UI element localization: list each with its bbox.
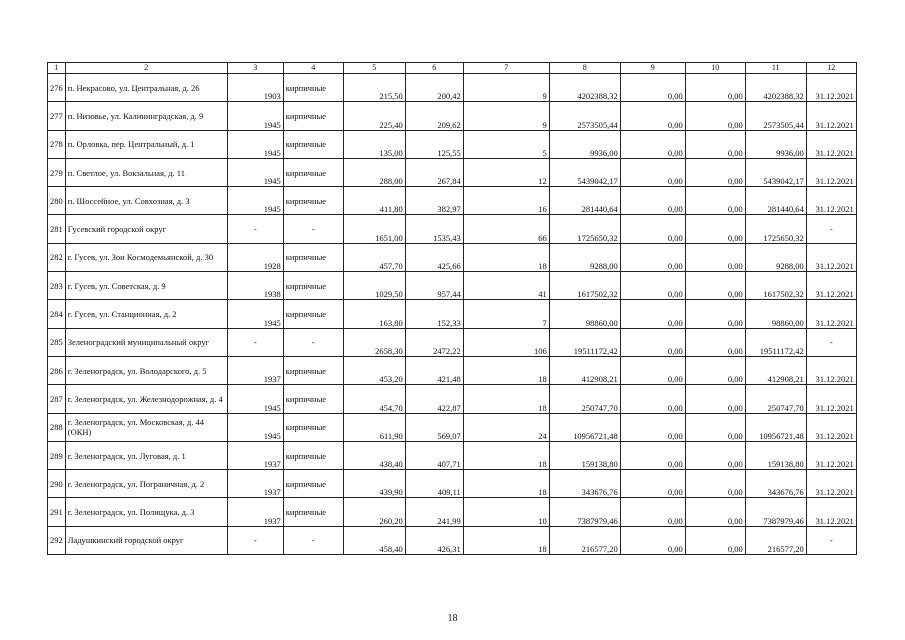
cost-federal-cell: 0,00 bbox=[620, 413, 685, 441]
year-cell: 1937 bbox=[227, 470, 283, 498]
row-number: 283 bbox=[48, 272, 66, 300]
housing-table bbox=[47, 62, 857, 555]
cost-total-cell: 250747,70 bbox=[549, 385, 620, 413]
cost-regional-cell: 0,00 bbox=[685, 470, 745, 498]
cost-federal-cell: 0,00 bbox=[620, 498, 685, 526]
cost-total-cell: 1617502,32 bbox=[549, 272, 620, 300]
column-header: 7 bbox=[463, 63, 549, 74]
area-total-cell: 411,80 bbox=[343, 187, 405, 215]
cost-regional-cell: 0,00 bbox=[685, 158, 745, 186]
deadline-cell: 31.12.2021 bbox=[806, 74, 856, 102]
area-living-cell: 957,44 bbox=[405, 272, 463, 300]
address-cell: г. Зеленоградск, ул. Пограничная, д. 2 bbox=[65, 470, 227, 498]
deadline-cell: 31.12.2021 bbox=[806, 272, 856, 300]
column-header: 11 bbox=[745, 63, 806, 74]
year-cell: 1945 bbox=[227, 385, 283, 413]
address-cell: п. Некрасово, ул. Центральная, д. 26 bbox=[65, 74, 227, 102]
cost-regional-cell: 0,00 bbox=[685, 356, 745, 384]
address-cell: п. Орловка, пер. Центральный, д. 1 bbox=[65, 130, 227, 158]
cost-federal-cell: 0,00 bbox=[620, 158, 685, 186]
table-row bbox=[48, 300, 857, 328]
material-cell: кирпичные bbox=[283, 413, 343, 441]
year-cell: 1945 bbox=[227, 102, 283, 130]
table-row bbox=[48, 413, 857, 441]
deadline-cell: 31.12.2021 bbox=[806, 441, 856, 469]
area-living-cell: 425,66 bbox=[405, 243, 463, 271]
area-total-cell: 288,00 bbox=[343, 158, 405, 186]
area-total-cell: 2658,30 bbox=[343, 328, 405, 356]
cost-regional-cell: 0,00 bbox=[685, 441, 745, 469]
cost-total-cell: 19511172,42 bbox=[549, 328, 620, 356]
material-cell: кирпичные bbox=[283, 498, 343, 526]
cost-local-cell: 343676,76 bbox=[745, 470, 806, 498]
cost-total-cell: 281440,64 bbox=[549, 187, 620, 215]
cost-total-cell: 159138,80 bbox=[549, 441, 620, 469]
residents-cell: 9 bbox=[463, 102, 549, 130]
area-living-cell: 2472,22 bbox=[405, 328, 463, 356]
column-header: 1 bbox=[48, 63, 66, 74]
cost-federal-cell: 0,00 bbox=[620, 187, 685, 215]
table-row bbox=[48, 272, 857, 300]
residents-cell: 12 bbox=[463, 158, 549, 186]
page-number: 18 bbox=[447, 613, 458, 624]
cost-total-cell: 5439042,17 bbox=[549, 158, 620, 186]
cost-federal-cell: 0,00 bbox=[620, 300, 685, 328]
row-number: 292 bbox=[48, 526, 66, 554]
year-cell: 1937 bbox=[227, 356, 283, 384]
cost-regional-cell: 0,00 bbox=[685, 187, 745, 215]
deadline-cell: 31.12.2021 bbox=[806, 187, 856, 215]
deadline-cell: 31.12.2021 bbox=[806, 413, 856, 441]
area-living-cell: 569,07 bbox=[405, 413, 463, 441]
column-header: 8 bbox=[549, 63, 620, 74]
residents-cell: 9 bbox=[463, 74, 549, 102]
table-row bbox=[48, 102, 857, 130]
cost-local-cell: 9936,00 bbox=[745, 130, 806, 158]
year-cell: 1945 bbox=[227, 158, 283, 186]
address-cell: г. Зеленоградск, ул. Железнодорожная, д. 4 bbox=[65, 385, 227, 413]
area-total-cell: 260,20 bbox=[343, 498, 405, 526]
year-cell: 1928 bbox=[227, 243, 283, 271]
deadline-cell: - bbox=[806, 215, 856, 243]
table-row bbox=[48, 470, 857, 498]
residents-cell: 24 bbox=[463, 413, 549, 441]
cost-regional-cell: 0,00 bbox=[685, 328, 745, 356]
table-row bbox=[48, 187, 857, 215]
address-cell: г. Зеленоградск, ул. Луговая, д. 1 bbox=[65, 441, 227, 469]
row-number: 278 bbox=[48, 130, 66, 158]
material-cell: кирпичные bbox=[283, 470, 343, 498]
column-header: 3 bbox=[227, 63, 283, 74]
cost-local-cell: 281440,64 bbox=[745, 187, 806, 215]
material-cell: кирпичные bbox=[283, 187, 343, 215]
address-cell: г. Зеленоградск, ул. Московская, д. 44 (ОКН) bbox=[65, 413, 227, 441]
residents-cell: 18 bbox=[463, 470, 549, 498]
row-number: 284 bbox=[48, 300, 66, 328]
area-living-cell: 426,31 bbox=[405, 526, 463, 554]
material-cell: кирпичные bbox=[283, 243, 343, 271]
cost-federal-cell: 0,00 bbox=[620, 74, 685, 102]
area-living-cell: 382,97 bbox=[405, 187, 463, 215]
address-cell: п. Шоссейное, ул. Совхозная, д. 3 bbox=[65, 187, 227, 215]
material-cell: кирпичные bbox=[283, 272, 343, 300]
area-total-cell: 454,70 bbox=[343, 385, 405, 413]
deadline-cell: 31.12.2021 bbox=[806, 498, 856, 526]
address-cell: Ладушкинский городской округ bbox=[65, 526, 227, 554]
material-cell: кирпичные bbox=[283, 441, 343, 469]
cost-local-cell: 1617502,32 bbox=[745, 272, 806, 300]
deadline-cell: 31.12.2021 bbox=[806, 300, 856, 328]
cost-regional-cell: 0,00 bbox=[685, 272, 745, 300]
cost-local-cell: 5439042,17 bbox=[745, 158, 806, 186]
address-cell: Гусевский городской округ bbox=[65, 215, 227, 243]
column-header: 5 bbox=[343, 63, 405, 74]
material-cell: кирпичные bbox=[283, 158, 343, 186]
row-number: 288 bbox=[48, 413, 66, 441]
cost-local-cell: 7387979,46 bbox=[745, 498, 806, 526]
column-header: 10 bbox=[685, 63, 745, 74]
residents-cell: 106 bbox=[463, 328, 549, 356]
area-living-cell: 267,84 bbox=[405, 158, 463, 186]
address-cell: п. Светлое, ул. Вокзальная, д. 11 bbox=[65, 158, 227, 186]
cost-regional-cell: 0,00 bbox=[685, 130, 745, 158]
year-cell: 1937 bbox=[227, 498, 283, 526]
deadline-cell: - bbox=[806, 328, 856, 356]
area-living-cell: 409,11 bbox=[405, 470, 463, 498]
cost-local-cell: 1725650,32 bbox=[745, 215, 806, 243]
table-row-total bbox=[48, 328, 857, 356]
cost-total-cell: 1725650,32 bbox=[549, 215, 620, 243]
deadline-cell: 31.12.2021 bbox=[806, 158, 856, 186]
cost-regional-cell: 0,00 bbox=[685, 526, 745, 554]
table-row-total bbox=[48, 215, 857, 243]
area-total-cell: 438,40 bbox=[343, 441, 405, 469]
table-row bbox=[48, 243, 857, 271]
column-header: 12 bbox=[806, 63, 856, 74]
table-row bbox=[48, 158, 857, 186]
cost-total-cell: 98860,00 bbox=[549, 300, 620, 328]
column-header: 2 bbox=[65, 63, 227, 74]
cost-local-cell: 9288,00 bbox=[745, 243, 806, 271]
cost-local-cell: 4202388,32 bbox=[745, 74, 806, 102]
area-total-cell: 611,90 bbox=[343, 413, 405, 441]
area-living-cell: 421,48 bbox=[405, 356, 463, 384]
cost-total-cell: 9288,00 bbox=[549, 243, 620, 271]
address-cell: г. Зеленоградск, ул. Володарского, д. 5 bbox=[65, 356, 227, 384]
area-living-cell: 407,71 bbox=[405, 441, 463, 469]
deadline-cell: 31.12.2021 bbox=[806, 102, 856, 130]
cost-regional-cell: 0,00 bbox=[685, 413, 745, 441]
deadline-cell: 31.12.2021 bbox=[806, 356, 856, 384]
residents-cell: 41 bbox=[463, 272, 549, 300]
deadline-cell: 31.12.2021 bbox=[806, 243, 856, 271]
year-cell: 1937 bbox=[227, 441, 283, 469]
residents-cell: 5 bbox=[463, 130, 549, 158]
cost-regional-cell: 0,00 bbox=[685, 385, 745, 413]
header-row bbox=[48, 63, 857, 74]
table-row-total bbox=[48, 526, 857, 554]
material-cell: кирпичные bbox=[283, 300, 343, 328]
year-cell: 1945 bbox=[227, 413, 283, 441]
cost-local-cell: 98860,00 bbox=[745, 300, 806, 328]
cost-regional-cell: 0,00 bbox=[685, 243, 745, 271]
material-cell: - bbox=[283, 215, 343, 243]
cost-regional-cell: 0,00 bbox=[685, 102, 745, 130]
residents-cell: 18 bbox=[463, 356, 549, 384]
address-cell: г. Зеленоградск, ул. Полищука, д. 3 bbox=[65, 498, 227, 526]
residents-cell: 16 bbox=[463, 187, 549, 215]
residents-cell: 66 bbox=[463, 215, 549, 243]
row-number: 281 bbox=[48, 215, 66, 243]
cost-federal-cell: 0,00 bbox=[620, 526, 685, 554]
cost-federal-cell: 0,00 bbox=[620, 272, 685, 300]
deadline-cell: 31.12.2021 bbox=[806, 385, 856, 413]
row-number: 276 bbox=[48, 74, 66, 102]
year-cell: 1945 bbox=[227, 300, 283, 328]
deadline-cell: - bbox=[806, 526, 856, 554]
cost-total-cell: 10956721,48 bbox=[549, 413, 620, 441]
table-row bbox=[48, 441, 857, 469]
cost-total-cell: 7387979,46 bbox=[549, 498, 620, 526]
row-number: 290 bbox=[48, 470, 66, 498]
table-row bbox=[48, 498, 857, 526]
cost-federal-cell: 0,00 bbox=[620, 130, 685, 158]
row-number: 279 bbox=[48, 158, 66, 186]
deadline-cell: 31.12.2021 bbox=[806, 130, 856, 158]
area-living-cell: 200,42 bbox=[405, 74, 463, 102]
year-cell: 1903 bbox=[227, 74, 283, 102]
cost-local-cell: 10956721,48 bbox=[745, 413, 806, 441]
row-number: 280 bbox=[48, 187, 66, 215]
area-total-cell: 1029,50 bbox=[343, 272, 405, 300]
residents-cell: 18 bbox=[463, 441, 549, 469]
row-number: 289 bbox=[48, 441, 66, 469]
row-number: 291 bbox=[48, 498, 66, 526]
material-cell: кирпичные bbox=[283, 385, 343, 413]
cost-local-cell: 19511172,42 bbox=[745, 328, 806, 356]
cost-total-cell: 343676,76 bbox=[549, 470, 620, 498]
residents-cell: 18 bbox=[463, 526, 549, 554]
area-living-cell: 125,55 bbox=[405, 130, 463, 158]
area-living-cell: 1535,43 bbox=[405, 215, 463, 243]
cost-local-cell: 159138,80 bbox=[745, 441, 806, 469]
cost-federal-cell: 0,00 bbox=[620, 356, 685, 384]
area-living-cell: 152,33 bbox=[405, 300, 463, 328]
row-number: 277 bbox=[48, 102, 66, 130]
area-total-cell: 163,80 bbox=[343, 300, 405, 328]
table-row bbox=[48, 130, 857, 158]
area-total-cell: 453,20 bbox=[343, 356, 405, 384]
address-cell: г. Гусев, ул. Советская, д. 9 bbox=[65, 272, 227, 300]
cost-local-cell: 412908,21 bbox=[745, 356, 806, 384]
material-cell: кирпичные bbox=[283, 74, 343, 102]
row-number: 282 bbox=[48, 243, 66, 271]
column-header: 6 bbox=[405, 63, 463, 74]
cost-regional-cell: 0,00 bbox=[685, 215, 745, 243]
residents-cell: 10 bbox=[463, 498, 549, 526]
cost-federal-cell: 0,00 bbox=[620, 102, 685, 130]
row-number: 285 bbox=[48, 328, 66, 356]
area-total-cell: 215,50 bbox=[343, 74, 405, 102]
cost-federal-cell: 0,00 bbox=[620, 385, 685, 413]
year-cell: - bbox=[227, 328, 283, 356]
cost-total-cell: 2573505,44 bbox=[549, 102, 620, 130]
area-total-cell: 458,40 bbox=[343, 526, 405, 554]
cost-regional-cell: 0,00 bbox=[685, 74, 745, 102]
cost-federal-cell: 0,00 bbox=[620, 328, 685, 356]
cost-total-cell: 9936,00 bbox=[549, 130, 620, 158]
deadline-cell: 31.12.2021 bbox=[806, 470, 856, 498]
address-cell: г. Гусев, ул. Зои Космодемьянской, д. 30 bbox=[65, 243, 227, 271]
area-living-cell: 209,62 bbox=[405, 102, 463, 130]
cost-local-cell: 216577,20 bbox=[745, 526, 806, 554]
area-living-cell: 241,99 bbox=[405, 498, 463, 526]
row-number: 287 bbox=[48, 385, 66, 413]
year-cell: 1945 bbox=[227, 130, 283, 158]
material-cell: кирпичные bbox=[283, 102, 343, 130]
table-header bbox=[48, 63, 857, 74]
address-cell: г. Гусев, ул. Станционная, д. 2 bbox=[65, 300, 227, 328]
residents-cell: 7 bbox=[463, 300, 549, 328]
cost-federal-cell: 0,00 bbox=[620, 470, 685, 498]
year-cell: 1938 bbox=[227, 272, 283, 300]
cost-regional-cell: 0,00 bbox=[685, 300, 745, 328]
cost-local-cell: 2573505,44 bbox=[745, 102, 806, 130]
cost-federal-cell: 0,00 bbox=[620, 215, 685, 243]
residents-cell: 18 bbox=[463, 243, 549, 271]
cost-total-cell: 4202388,32 bbox=[549, 74, 620, 102]
area-total-cell: 135,00 bbox=[343, 130, 405, 158]
cost-federal-cell: 0,00 bbox=[620, 243, 685, 271]
table-row bbox=[48, 385, 857, 413]
residents-cell: 18 bbox=[463, 385, 549, 413]
column-header: 4 bbox=[283, 63, 343, 74]
area-total-cell: 1651,00 bbox=[343, 215, 405, 243]
cost-total-cell: 216577,20 bbox=[549, 526, 620, 554]
material-cell: кирпичные bbox=[283, 130, 343, 158]
area-living-cell: 422,87 bbox=[405, 385, 463, 413]
table-row bbox=[48, 356, 857, 384]
address-cell: п. Низовье, ул. Калининградская, д. 9 bbox=[65, 102, 227, 130]
cost-total-cell: 412908,21 bbox=[549, 356, 620, 384]
cost-federal-cell: 0,00 bbox=[620, 441, 685, 469]
cost-regional-cell: 0,00 bbox=[685, 498, 745, 526]
table-body bbox=[48, 74, 857, 555]
material-cell: - bbox=[283, 328, 343, 356]
table-row bbox=[48, 74, 857, 102]
area-total-cell: 457,70 bbox=[343, 243, 405, 271]
cost-local-cell: 250747,70 bbox=[745, 385, 806, 413]
column-header: 9 bbox=[620, 63, 685, 74]
material-cell: кирпичные bbox=[283, 356, 343, 384]
material-cell: - bbox=[283, 526, 343, 554]
area-total-cell: 439,90 bbox=[343, 470, 405, 498]
year-cell: 1945 bbox=[227, 187, 283, 215]
year-cell: - bbox=[227, 526, 283, 554]
row-number: 286 bbox=[48, 356, 66, 384]
address-cell: Зеленоградский муниципальный округ bbox=[65, 328, 227, 356]
area-total-cell: 225,40 bbox=[343, 102, 405, 130]
year-cell: - bbox=[227, 215, 283, 243]
